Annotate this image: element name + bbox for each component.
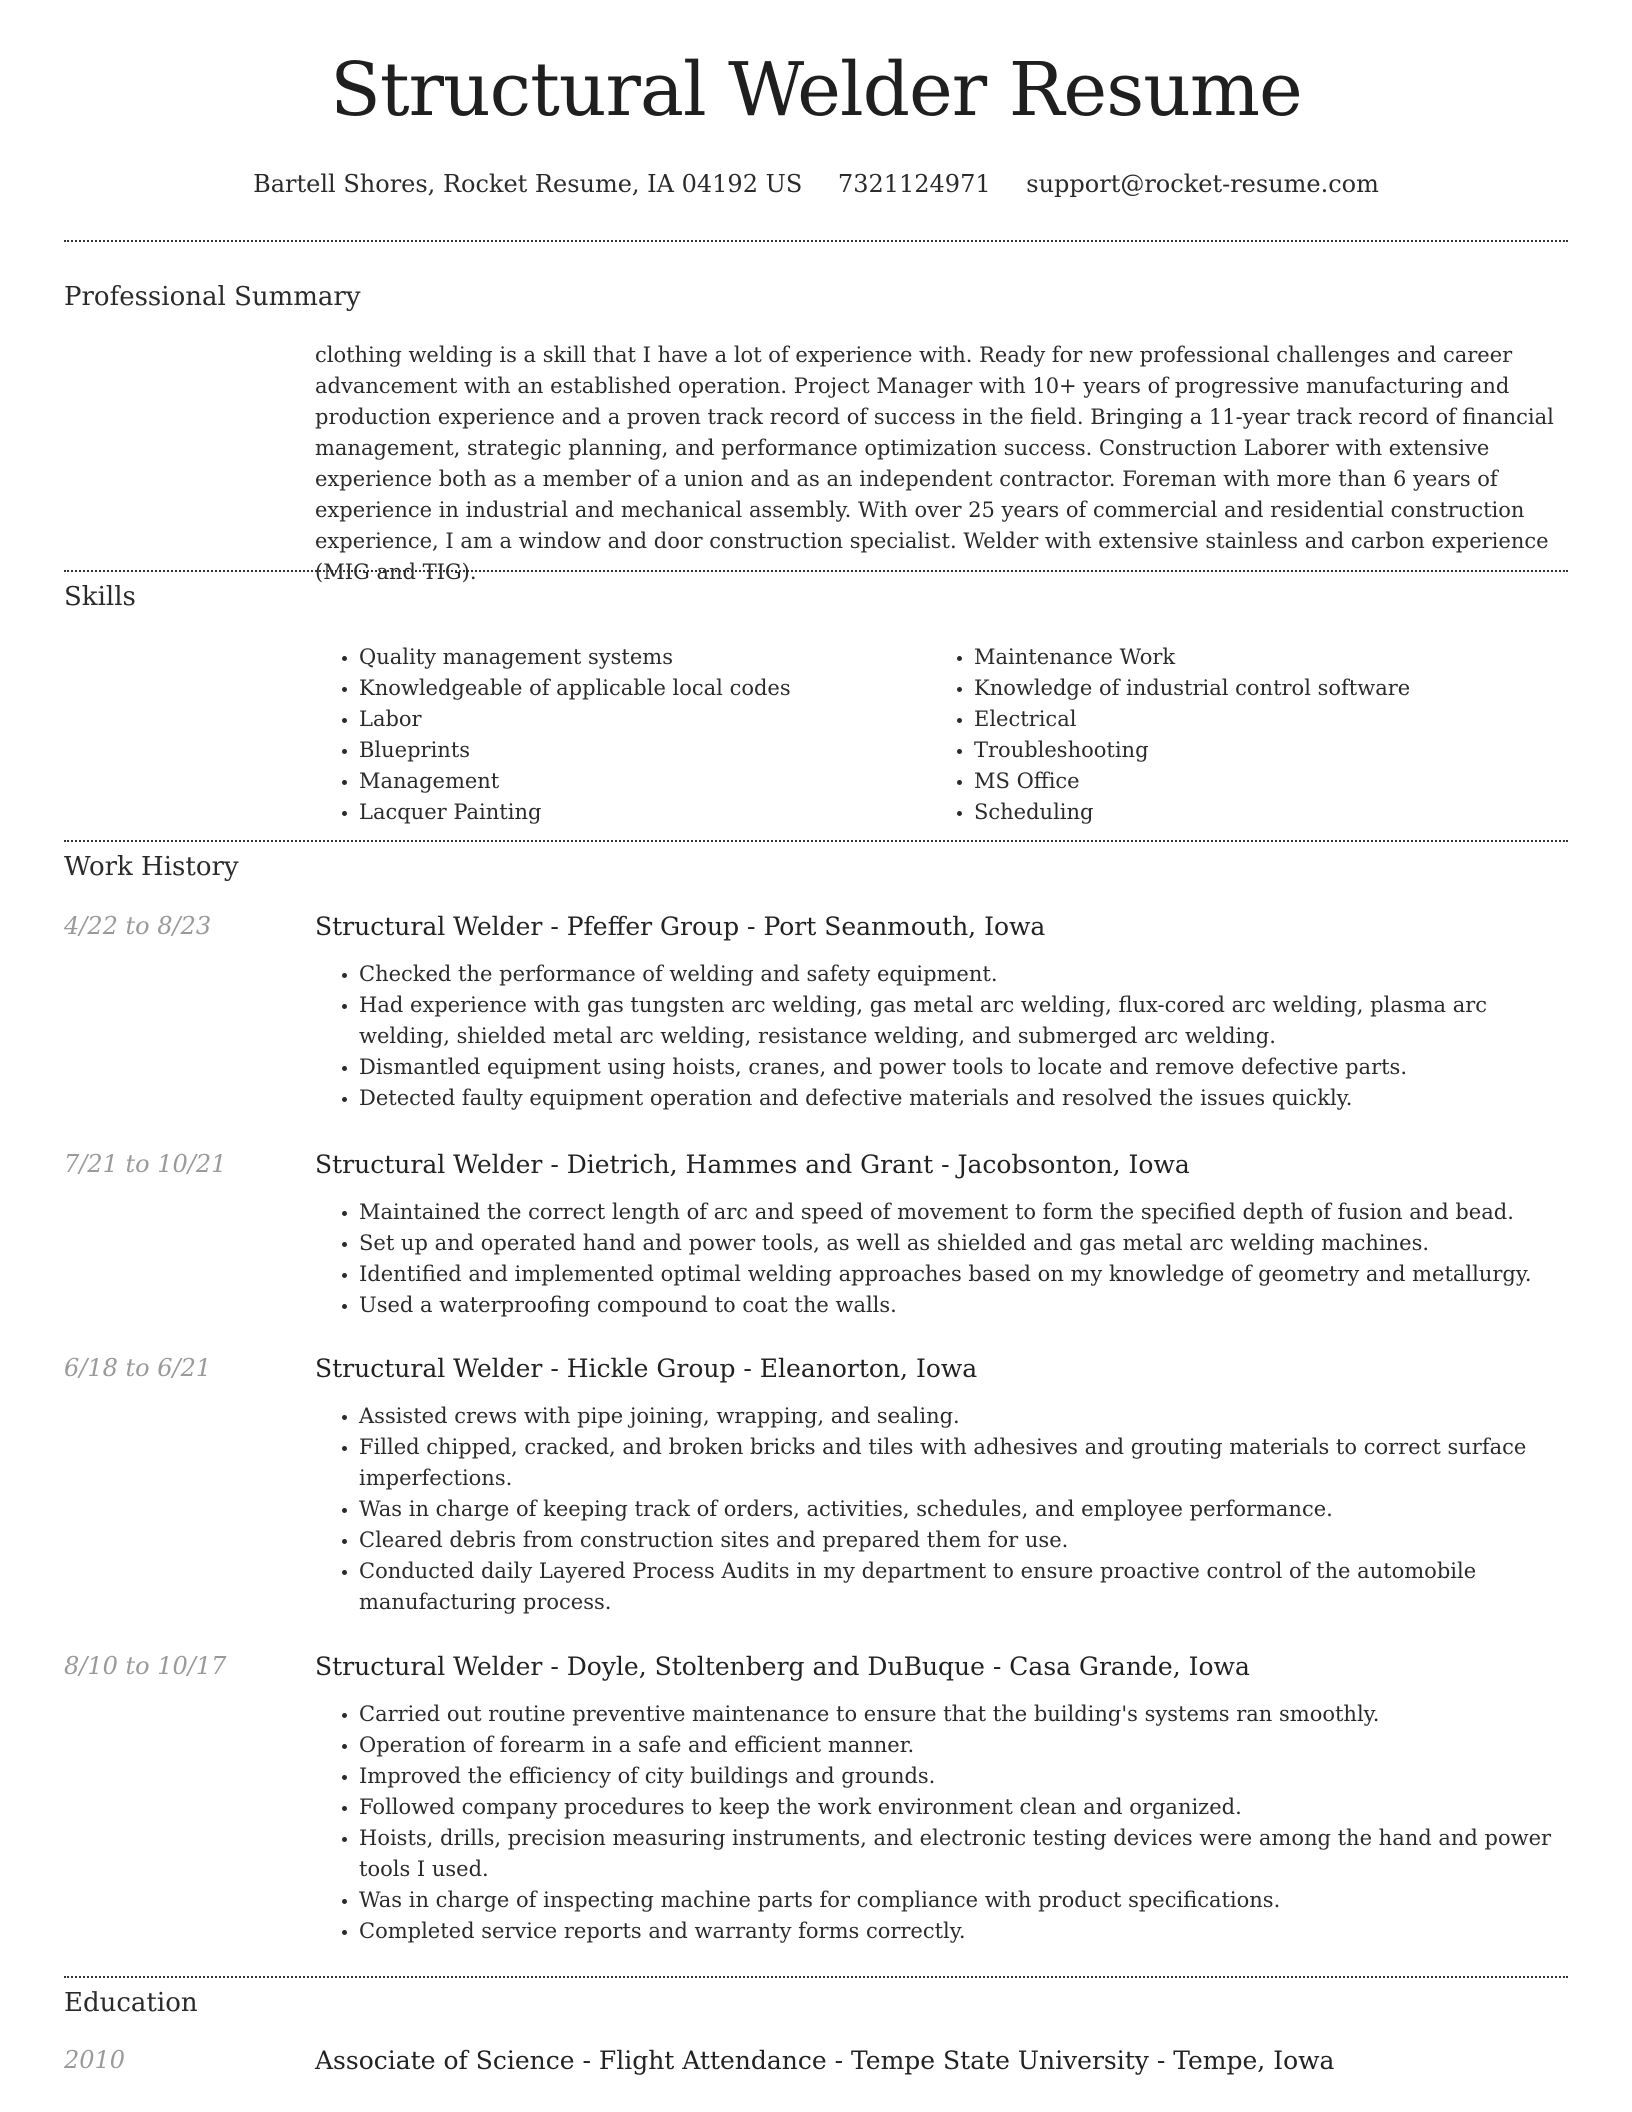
skill-item: • Electrical	[974, 704, 1574, 735]
skill-item: • Management	[359, 766, 919, 797]
list-item: • Hoists, drills, precision measuring instruments, and electronic testing devices were among the hand and power tools I used.	[359, 1823, 1568, 1885]
divider	[64, 570, 1568, 572]
job-bullets	[315, 959, 1568, 1114]
job-bullets	[315, 1401, 1568, 1618]
list-item: • Identified and implemented optimal welding approaches based on my knowledge of geometry and metallurgy.	[359, 1259, 1568, 1290]
job-bullets	[315, 1699, 1568, 1947]
list-item: • Used a waterproofing compound to coat the walls.	[359, 1290, 1568, 1321]
list-item: • Had experience with gas tungsten arc welding, gas metal arc welding, flux-cored arc welding, plasma arc welding, shielded metal arc welding, resistance welding, and submerged arc welding.	[359, 990, 1568, 1052]
list-item: • Was in charge of inspecting machine parts for compliance with product specifications.	[359, 1885, 1568, 1916]
list-item: • Followed company procedures to keep the work environment clean and organized.	[359, 1792, 1568, 1823]
skill-item: • Knowledge of industrial control software	[974, 673, 1574, 704]
job-dates: 8/10 to 10/17	[64, 1652, 227, 1680]
divider	[64, 1976, 1568, 1978]
work-heading: Work History	[64, 852, 239, 882]
contact-line	[64, 170, 1568, 198]
skills-list-right	[930, 642, 1574, 828]
job-title: Structural Welder - Pfeffer Group - Port Seanmouth, Iowa	[315, 912, 1046, 941]
list-item: • Detected faulty equipment operation and defective materials and resolved the issues quickly.	[359, 1083, 1568, 1114]
skills-list-left	[315, 642, 919, 828]
skill-item: • Lacquer Painting	[359, 797, 919, 828]
list-item: • Filled chipped, cracked, and broken bricks and tiles with adhesives and grouting materials to correct surface imperfections.	[359, 1432, 1568, 1494]
skill-item: • Scheduling	[974, 797, 1574, 828]
job-title: Structural Welder - Dietrich, Hammes and Grant - Jacobsonton, Iowa	[315, 1150, 1190, 1179]
education-year: 2010	[64, 2046, 126, 2074]
list-item: • Maintained the correct length of arc and speed of movement to form the specified depth of fusion and bead.	[359, 1197, 1568, 1228]
skill-item: • Labor	[359, 704, 919, 735]
divider	[64, 240, 1568, 242]
job-title: Structural Welder - Doyle, Stoltenberg and DuBuque - Casa Grande, Iowa	[315, 1652, 1250, 1681]
list-item: • Conducted daily Layered Process Audits in my department to ensure proactive control of the automobile manufacturing process.	[359, 1556, 1568, 1618]
list-item: • Set up and operated hand and power tools, as well as shielded and gas metal arc welding machines.	[359, 1228, 1568, 1259]
contact-phone: 7321124971	[837, 170, 991, 198]
summary-heading: Professional Summary	[64, 282, 361, 312]
list-item: • Dismantled equipment using hoists, cranes, and power tools to locate and remove defective parts.	[359, 1052, 1568, 1083]
list-item: • Completed service reports and warranty forms correctly.	[359, 1916, 1568, 1947]
contact-email: support@rocket-resume.com	[1026, 170, 1379, 198]
list-item: • Improved the efficiency of city buildings and grounds.	[359, 1761, 1568, 1792]
contact-address: Bartell Shores, Rocket Resume, IA 04192 US	[253, 170, 803, 198]
list-item: • Was in charge of keeping track of orders, activities, schedules, and employee performance.	[359, 1494, 1568, 1525]
skill-item: • Quality management systems	[359, 642, 919, 673]
job-bullets	[315, 1197, 1568, 1321]
list-item: • Cleared debris from construction sites and prepared them for use.	[359, 1525, 1568, 1556]
list-item: • Assisted crews with pipe joining, wrapping, and sealing.	[359, 1401, 1568, 1432]
skill-item: • Knowledgeable of applicable local codes	[359, 673, 919, 704]
job-dates: 7/21 to 10/21	[64, 1150, 227, 1178]
summary-text: clothing welding is a skill that I have a lot of experience with. Ready for new professional challenges and career advancement with an established operation. Project Manager with 10+ years of progressive manufacturing and production experience and a proven track record of success in the field. Bringing a 11-year track record of financial management, strategic planning, and performance optimization success. Construction Laborer with extensive experience both as a member of a union and as an independent contractor. Foreman with more than 6 years of experience in industrial and mechanical assembly. With over 25 years of commercial and residential construction experience, I am a window and door construction specialist. Welder with extensive stainless and carbon experience (MIG and TIG).	[315, 343, 1554, 584]
list-item: • Carried out routine preventive maintenance to ensure that the building's systems ran smoothly.	[359, 1699, 1568, 1730]
resume-title: Structural Welder Resume	[330, 47, 1302, 133]
list-item: • Checked the performance of welding and safety equipment.	[359, 959, 1568, 990]
skill-item: • Troubleshooting	[974, 735, 1574, 766]
list-item: • Operation of forearm in a safe and efficient manner.	[359, 1730, 1568, 1761]
job-title: Structural Welder - Hickle Group - Eleanorton, Iowa	[315, 1354, 978, 1383]
job-dates: 4/22 to 8/23	[64, 912, 212, 940]
education-title: Associate of Science - Flight Attendance - Tempe State University - Tempe, Iowa	[315, 2046, 1335, 2075]
skill-item: • Maintenance Work	[974, 642, 1574, 673]
skill-item: • Blueprints	[359, 735, 919, 766]
job-dates: 6/18 to 6/21	[64, 1354, 212, 1382]
divider	[64, 840, 1568, 842]
skills-heading: Skills	[64, 582, 136, 612]
education-heading: Education	[64, 1988, 198, 2018]
skill-item: • MS Office	[974, 766, 1574, 797]
